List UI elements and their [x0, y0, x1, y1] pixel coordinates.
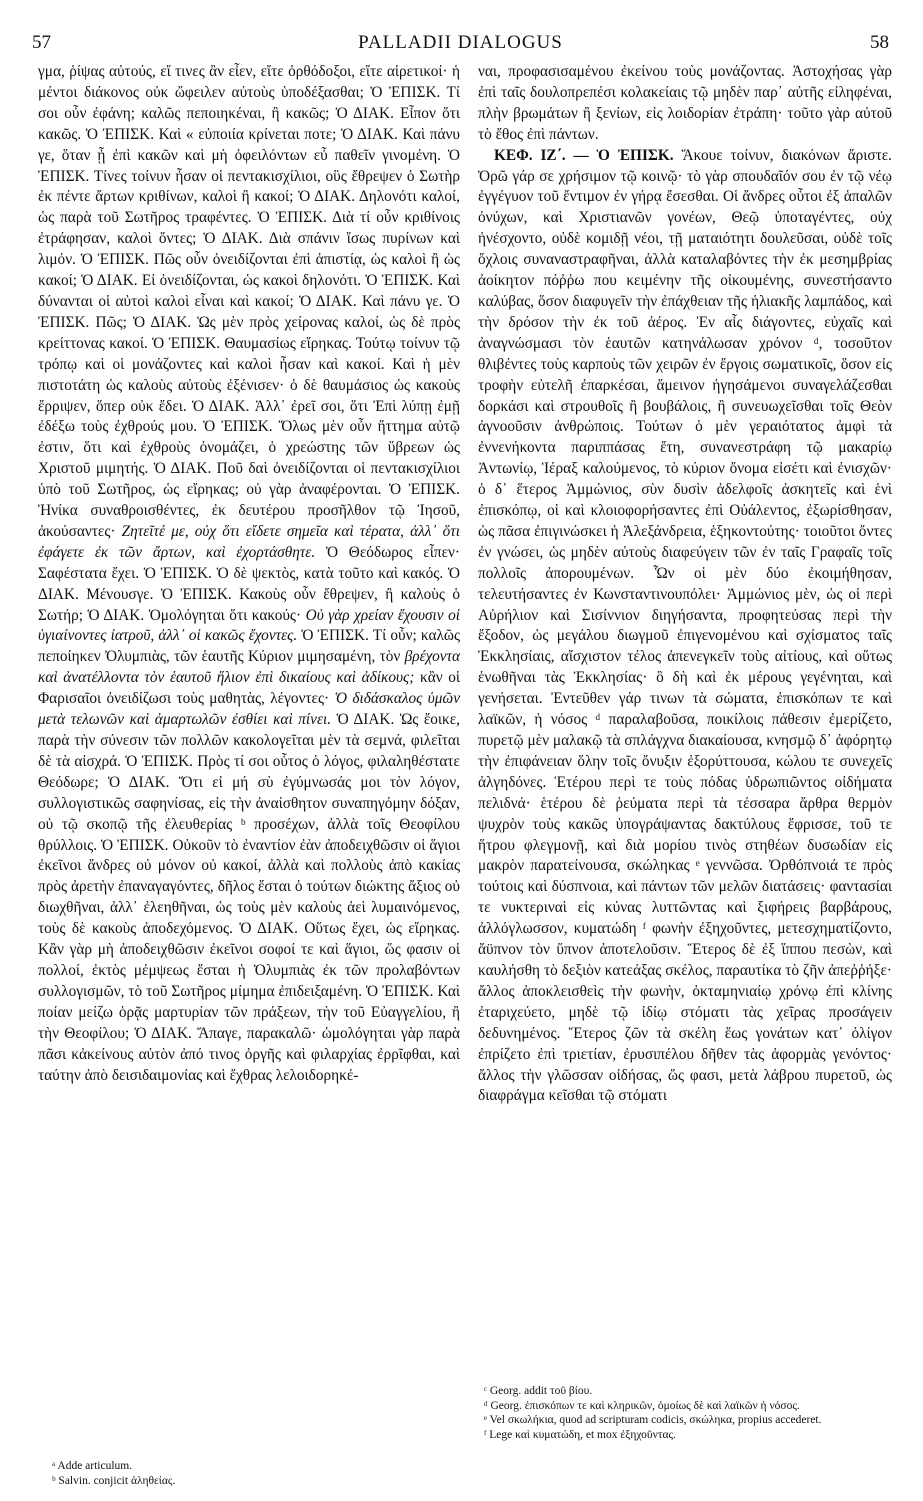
- footnote: ᵈ Georg. ἐπισκόπων τε καὶ κληρικῶν, ὁμοίως δὲ καὶ λαϊκῶν ἡ νόσος.: [484, 1399, 800, 1412]
- chapter-paragraph: [478, 146, 892, 1108]
- running-header: [32, 32, 889, 58]
- page-number-right: 58: [870, 32, 889, 53]
- scripture-quote: Ὁ διδάσκαλος ὑμῶν μετὰ τελωνῶν καὶ ἁμαρτωλῶν ἐσθίει καὶ πίνει.: [38, 690, 460, 729]
- text-run: Ἄκουε τοίνυν, διακόνων ἄριστε. Ὁρῶ γάρ σε χρήσιμον τῷ κοινῷ· τὸ γὰρ σπουδαῖόν σου ἐν τῷ νέῳ ἐγγέγυον τοῦ ἔντιμον ἐν γήρᾳ ἔσεσθαι. Οἱ ἄνδρες οὗτοι ἐξ ἁπαλῶν ὀνύχων, καὶ Χριστιανῶν γονέων, Θεῷ ὑποταγέντες, οὐχ ἠνέσχοντο, οὐδὲ κομιδῇ νέοι, τῇ ματαιότητι δουλεῦσαι, οὐδὲ τοῖς ὄχλοις συναναστραφῆναι, ἀλλὰ καταλαβόντες τὴν ἐκ μεσημβρίας ἀοίκητον πόῤῥω που κειμένην τῆς οἰκουμένης, συνεστήσαντο καλύβας, ὅσον διαφυγεῖν τὴν ἐπάχθειαν τῆς ἡλιακῆς λαμπάδος, καὶ τὴν δρόσον τὴν ἐκ τοῦ ἀέρος. Ἐν αἷς διάγοντες, εὐχαῖς καὶ ἀναγνώσμασι τὸν ἑαυτῶν κατηνάλωσαν χρόνον ᵈ, τοσοῦτον θλιβέντες τοὺς καρποὺς τῶν χειρῶν ἐν ἔργοις σωματικοῖς, ὅσον εἰς τροφὴν εὐτελῆ ἐπαρκέσαι, ἄμεινον ἡγησάμενοι συναγελάζεσθαι δορκάσι καὶ στρουθοῖς ἢ βουβάλοις, ἢ συνευωχεῖσθαι τοῖς Θεὸν ἀγνοοῦσιν ἀνθρώποις. Τούτων ὁ μὲν γεραιότατος ἀμφὶ τὰ ἐννενήκοντα παριππάσας ἔτη, συνανεστράφη τῷ μακαρίῳ Ἀντωνίῳ, Ἱέραξ καλούμενος, τὸ κύριον ὄνομα εἰσέτι καὶ ἐνισχῶν· ὁ δ᾽ ἕτερος Ἀμμώνιος, σὺν δυσὶν ἀδελφοῖς ἀσκητεῖς καὶ ἑνὶ ἐπισκόπῳ, οἱ καὶ κλοιοφορήσαντες ἐπὶ Οὐάλεντος, ἐξωρίσθησαν, ὡς πᾶσα ἐπιγινώσκει ἡ Ἀλεξάνδρεια, ἑξηκοντούτης· τοιοῦτοι ὄντες ἐν γνώσει, ὡς μηδὲν αὐτοὺς διαφεύγειν τῶν ἐν ταῖς Γραφαῖς τοῖς πολλοῖς ἀπορουμένων. Ὧν οἱ μὲν δύο ἐκοιμήθησαν, τελευτήσαντες ἐν Κωνσταντινουπόλει· Ἀμμώνιος μὲν, ὡς οἱ περὶ Αὐρήλιον καὶ Σισίννιον διηγήσαντα, προφητεύσας περὶ τὴν ἔξοδον, ὡς μεγάλου διωγμοῦ ἐπιγενομένου καὶ σχίσματος ταῖς Ἐκκλησίαις, αἴσχιστον τέλος ἀπενεγκεῖν τοὺς αἰτίους, καὶ οὕτως ἑνωθῆναι τὰς Ἐκκλησίας· ὃ δὴ καὶ ἐκ μέρους γεγένηται, καὶ γενήσεται. Ἐντεῦθεν γάρ τινων τὰ σώματα, ἐπισκόπων τε καὶ λαϊκῶν, ἡ νόσος ᵈ παραλαβοῦσα, ποικίλοις πάθεσιν ἐμερίζετο, πυρετῷ μὲν μαλακῷ τὰ σπλάγχνα διακαίουσα, κνησμῷ δ᾽ ἀφόρητῳ τὴν ἐπιφάνειαν ὅλην τοῖς ὄνυξιν ἐξορύττουσα, κώλου τε συνεχεῖς ἀλγηδόνες. Ἑτέρου περὶ τε τοὺς πόδας ὑδρωπιῶντος οἰδήματα πελιδνά· ἑτέρου δὲ ῥεύματα περὶ τὰ τέσσαρα ἄρθρα θερμὸν ψυχρὸν τοὺς κακῶς ὑπογράψαντας δακτύλους ἔφρισσε, τοῦ τε ἥτρου φλεγμονῇ, καὶ διὰ μορίου τινὸς στηθέων δυσωδίαν εἰς μακρὸν παρατείνουσα, σκώληκας ᵉ γεννῶσα. Ὀρθόπνοιά τε πρὸς τούτοις καὶ δύσπνοια, καὶ πάντων τῶν μελῶν διατάσεις· φαντασίαι τε νυκτεριναὶ εἰς κύνας λυττῶντας καὶ ξιφήρεις βαρβάρους, ἀλλόγλωσσον, κυματώδη ᶠ φωνὴν ἐξηχοῦντες, μετεσχηματίζοντο, ἄϋπνον τὸν ὕπνον ἀποτελοῦσιν. Ἕτερος δὲ ἐξ ἵππου πεσὼν, καὶ καυλήσθη τὸ δεξιὸν κατεάξας σκέλος, παραυτίκα τὸ ζῆν ἀπεῤῥήξε· ἄλλος ἀποκλεισθεὶς τὴν φωνὴν, ὀκταμηνιαίῳ χρόνῳ ἐπὶ κλίνης ἐταριχεύετο, μηδὲ τῷ ἰδίῳ στόματι τὰς χεῖρας προσάγειν δεδυνημένος. Ἕτερος ζῶν τὰ σκέλη ἕως γονάτων κατ᾽ ὀλίγον ἐπρίζετο ἐπὶ τριετίαν, ἐρυσιπέλου δῆθεν τὰς ἀφορμὰς γενόντος· ἄλλος τὴν γλῶσσαν οἰδήσας, ὥς φασι, μετὰ λάβρου πυρετοῦ, ὡς διαφράγμα κεῖσθαι τῷ στόματι: [478, 146, 892, 1105]
- running-title: PALLADII DIALOGUS: [358, 32, 563, 53]
- text-run: Ὁ ἘΠΙΣΚ. Τί οὖν; καλῶς πεποίηκεν Ὀλυμπιὰς, τῶν ἑαυτῆς Κύριον μιμησαμένη, τὸν: [38, 627, 460, 666]
- right-column: [478, 62, 892, 1362]
- text-run: κἂν οἱ Φαρισαῖοι ὀνειδίζωσι τοὺς μαθητὰς, λέγοντες·: [38, 669, 461, 708]
- chapter-heading: ΚΕΦ. ΙΖ΄. — Ὁ ἘΠΙΣΚ.: [494, 146, 674, 164]
- footnote: ᵇ Salvin. conjicit ἀληθείας.: [52, 1474, 176, 1487]
- footnotes-right: [484, 1384, 894, 1442]
- footnote: ᵉ Vel σκωλήκια, quod ad scripturam codicis, σκώληκα, propius accederet.: [484, 1414, 822, 1426]
- text-run: Ὁ ΔΙΑΚ. Ὡς ἔοικε, παρὰ τὴν σύνεσιν τῶν πολλῶν κακολογεῖται μὲν τὰ σεμνά, φιλεῖται δὲ τὰ αἰσχρά. Ὁ ἘΠΙΣΚ. Πρὸς τί σοι οὗτος ὁ λόγος, φιλαληθέστατε Θεόδωρε; Ὁ ΔΙΑΚ. Ὅτι εἰ μή σὺ ἐγύμνωσάς μοι τὸν λόγον, συλλογιστικῶς σαφηνίσας, εἰς τὴν ἀναίσθητον συναπηγόμην δόξαν, οὐ τῷ σκοπῷ τῆς ἐλευθερίας ᵇ προσέχων, ἀλλὰ τοῖς Θεοφίλου θρύλλοις. Ὁ ἘΠΙΣΚ. Οὐκοῦν τὸ ἐναντίον ἐὰν ἀποδειχθῶσιν οἱ ἅγιοι ἐκεῖνοι ἄνδρες οὐ μόνον οὐ κακοί, ἀλλὰ καὶ πολλοὺς ἀπὸ κακίας πρὸς ἀρετὴν ἐπαναγαγόντες, δῆλος ἔσται ὁ τούτων διώκτης ἄξιος οὐ διωχθῆναι, ἀλλ᾽ ἐλεηθῆναι, ὡς τοὺς μὲν καλοὺς ἀεὶ λυμαινόμενος, τοὺς δὲ κακοὺς ἀποδεχόμενος. Ὁ ΔΙΑΚ. Οὕτως ἔχει, ὡς εἴρηκας. Κἂν γὰρ μὴ ἀποδειχθῶσιν ἐκεῖνοι σοφοί τε καὶ ἅγιοι, ὥς φασιν οἱ πολλοί, ἐκτὸς μέμψεως ἔσται ἡ Ὀλυμπιὰς ἐκ τῶν προλαβόντων συλλογισμῶν, τὸ τοῦ Σωτῆρος μίμημα ἐπιδειξαμένη. Ὁ ἘΠΙΣΚ. Καὶ ποίαν μείζω ὁρᾷς μαρτυρίαν τῶν πράξεων, τὴν τοῦ Εὐαγγελίου, ἢ τὴν Θεοφίλου; Ὁ ΔΙΑΚ. Ἄπαγε, παρακαλῶ· ὡμολόγηται γὰρ παρὰ πᾶσι κἀκείνους αὐτὸν ἀπό τινος ὀργῆς καὶ φιλαρχίας ἐρρῖφθαι, καὶ ταύτην ἀπὸ δεισιδαιμονίας καὶ ἔχθρας λελοιδορηκέ-: [38, 711, 461, 1084]
- text-run: Ὁ Θεόδωρος εἶπεν· Σαφέστατα ἔχει. Ὁ ἘΠΙΣΚ. Ὁ δὲ ψεκτὸς, κατὰ τοῦτο καὶ κακός. Ὁ ΔΙΑΚ. Μένουσγε. Ὁ ἘΠΙΣΚ. Κακοὺς οὖν ἔθρεψεν, ἢ καλοὺς ὁ Σωτήρ; Ὁ ΔΙΑΚ. Ὁμολόγηται ὅτι κακούς·: [38, 543, 461, 624]
- left-column: [38, 62, 460, 1457]
- scripture-quote: βρέχοντα καὶ ἀνατέλλοντα τὸν ἑαυτοῦ ἥλιον ἐπὶ δικαίους καὶ ἀδίκους;: [38, 648, 461, 687]
- scripture-quote: Οὐ γὰρ χρείαν ἔχουσιν οἱ ὑγιαίνοντες ἰατροῦ, ἀλλ᾽ οἱ κακῶς ἔχοντες.: [38, 606, 461, 645]
- body-text: [478, 62, 892, 146]
- footnote: ᶜ Georg. addit τοῦ βίου.: [484, 1385, 593, 1397]
- page-number-left: 57: [32, 32, 51, 53]
- footnote: ᶠ Lege καὶ κυματώδη, et mox ἐξηχοῦντας.: [484, 1428, 676, 1441]
- footnote: ᵃ Adde articulum.: [52, 1460, 133, 1472]
- scripture-quote: Ζητεῖτέ με, οὐχ ὅτι εἴδετε σημεῖα καὶ τέρατα, ἀλλ᾽ ὅτι ἐφάγετε ἐκ τῶν ἄρτων, καὶ ἐχορτάσθητε.: [38, 522, 460, 561]
- text-run: γμα, ῥίψας αὐτούς, εἴ τινες ἂν εἶεν, εἴτε ὀρθόδοξοι, εἴτε αἱρετικοί· ἡ μέντοι διάκονος οὐκ ὤφειλεν αὐτοὺς ὑποδέξασθαι; Ὁ ἘΠΙΣΚ. Τί σοι οὖν ἐφάνη; καλῶς πεποιηκέναι, ἢ κακῶς; Ὁ ΔΙΑΚ. Εἶπον ὅτι κακῶς. Ὁ ἘΠΙΣΚ. Καὶ « εὐποιία κρίνεται ποτε; Ὁ ΔΙΑΚ. Καὶ πάνυ γε, ὅταν ᾖ ἐπὶ κακῶν καὶ μὴ ὀφειλόντων εὖ παθεῖν γινομένη. Ὁ ἘΠΙΣΚ. Τίνες τοίνυν ἦσαν οἱ πεντακισχίλιοι, οὓς ἔθρεψεν ὁ Σωτὴρ ἐκ πέντε ἄρτων κριθίνων, καλοὶ ἢ κακοί; Ὁ ΔΙΑΚ. Δηλονότι καλοί, ὡς παρὰ τοῦ Σωτῆρος τραφέντες. Ὁ ἘΠΙΣΚ. Διὰ τί οὖν κριθίνοις ἐτράφησαν, καλοὶ ὄντες; Ὁ ΔΙΑΚ. Διὰ σπάνιν ἴσως πυρίνων καὶ λιμόν. Ὁ ἘΠΙΣΚ. Πῶς οὖν ὀνειδίζονται ἐπὶ ἀπιστίᾳ, ὡς καλοὶ ἢ ὡς κακοί; Ὁ ΔΙΑΚ. Εἰ ὀνειδίζονται, ὡς κακοὶ δηλονότι. Ὁ ἘΠΙΣΚ. Καὶ δύνανται οἱ αὐτοὶ καλοὶ εἶναι καὶ κακοί; Ὁ ΔΙΑΚ. Καὶ πάνυ γε. Ὁ ἘΠΙΣΚ. Πῶς; Ὁ ΔΙΑΚ. Ὡς μὲν πρὸς χείρονας καλοί, ὡς δὲ πρὸς κρείττονας κακοί. Ὁ ἘΠΙΣΚ. Θαυμασίως εἴρηκας. Τούτῳ τοίνυν τῷ τρόπῳ καὶ οἱ μονάζοντες καὶ καλοὶ ἦσαν καὶ κακοί. Καὶ ἡ μὲν πιστοτάτη ὡς καλοὺς αὐτοὺς ἐξένισεν· ὁ δὲ θαυμάσιος ὡς κακοὺς ἔρριψεν, ὅπερ οὐκ ἔδει. Ὁ ΔΙΑΚ. Ἀλλ᾽ ἐρεῖ σοι, ὅτι Ἐπὶ λύπῃ ἐμῇ ἐδέξω τοὺς ἐχθρούς μου. Ὁ ἘΠΙΣΚ. Ὅλως μὲν οὖν ἥττημα αὐτῷ ἐστιν, ὅτι καὶ ἐχθροὺς ὀνομάζει, ὁ χρεώστης τῶν ὕβρεων ὡς Χριστοῦ μιμητής. Ὁ ΔΙΑΚ. Ποῦ δαὶ ὀνειδίζονται οἱ πεντακισχίλιοι ὑπὸ τοῦ Σωτῆρος, ὡς εἴρηκας; οὐ γὰρ ἀναφέρονται. Ὁ ἘΠΙΣΚ. Ἡνίκα συναθροισθέντες, ἐκ δευτέρου προσῆλθον τῷ Ἰησοῦ, ἀκούσαντες·: [38, 63, 460, 540]
- footnotes-left: [52, 1459, 452, 1488]
- body-text: [38, 62, 460, 1086]
- text-run: ναι, προφασισαμένου ἐκείνου τοὺς μονάζοντας. Ἀστοχήσας γὰρ ἐπὶ ταῖς δουλοπρεπέσι κολακείαις τῷ μηδὲν παρ᾽ αὐτῆς εἰληφέναι, πλὴν βρωμάτων ἢ ξενίων, εἰς λοιδορίαν ἐτράπη· τοῦτο γὰρ αὐτοῦ τὸ ἔθος ἐπὶ πάντων.: [478, 63, 892, 143]
